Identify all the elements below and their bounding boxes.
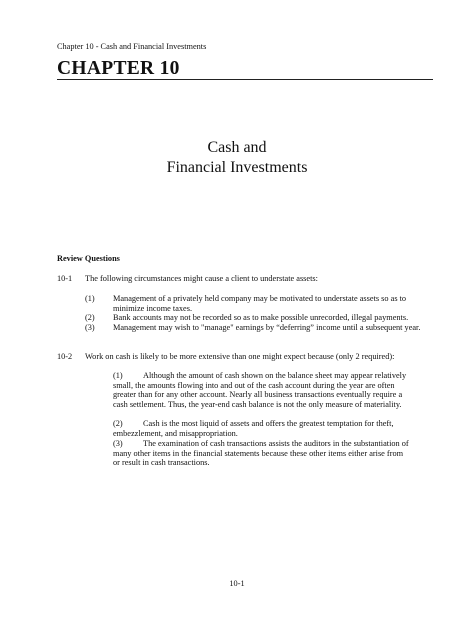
chapter-label: CHAPTER 10 (57, 58, 180, 79)
running-head: Chapter 10 - Cash and Financial Investments (57, 42, 207, 51)
list-item-text: Cash is the most liquid of assets and offers the greatest temptation for theft, embezzlement, and misappropriation. (113, 419, 394, 438)
list-item-number: (3) (113, 439, 123, 448)
question-text: Work on cash is likely to be more extensive than one might expect because (only 2 required): (85, 352, 395, 361)
list-item-text: Management may wish to "manage" earnings by “deferring” income until a subsequent year. (113, 323, 421, 332)
question-text: The following circumstances might cause a client to understate assets: (85, 274, 318, 283)
chapter-title-line-1: Cash and (207, 139, 267, 156)
list-item-text: Management of a privately held company may be motivated to understate assets so as to minimize income taxes. (113, 294, 407, 313)
question-number: 10-1 (57, 274, 73, 283)
list-item-text: Bank accounts may not be recorded so as to make possible unrecorded, illegal payments. (113, 313, 409, 322)
list-item-number: (2) (113, 419, 123, 428)
numbered-paragraph (113, 419, 411, 438)
page-number: 10-1 (229, 579, 245, 588)
numbered-paragraph (113, 439, 411, 468)
list-item-text: The examination of cash transactions assists the auditors in the substantiation of many other items in the financial statements because these other items either arise from or result in cash transactions. (113, 439, 409, 468)
section-heading: Review Questions (57, 254, 120, 263)
numbered-paragraph (113, 371, 411, 409)
list-item-number: (1) (85, 294, 95, 303)
list-item-text: Although the amount of cash shown on the balance sheet may appear relatively small, the amounts flowing into and out of the cash account during the year are often greater than for any other account. Nearly all business transactions eventually require a cash settlement. Thus, the year-end cash balance is not the only measure of materiality. (113, 371, 407, 409)
list-item-number: (2) (85, 313, 95, 322)
header-rule (57, 79, 433, 80)
question-number: 10-2 (57, 352, 73, 361)
list-item-number: (3) (85, 323, 95, 332)
list-item-number: (1) (113, 371, 123, 380)
chapter-title-line-2: Financial Investments (166, 159, 308, 176)
